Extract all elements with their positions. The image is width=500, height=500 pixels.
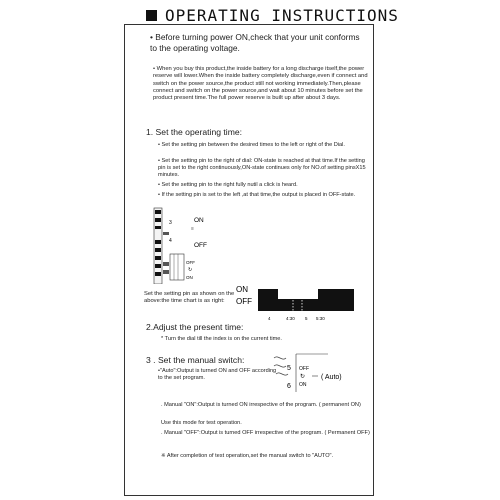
switch-auto-icon: ↻ [300,374,306,380]
chart-tick: 5:30 [316,316,325,321]
switch-on-label: ON [299,382,307,388]
dial-figure [150,206,220,284]
dial-auto-icon: ↻ [188,267,193,273]
chart-on-label: ON [236,285,248,294]
switch-number-6: 6 [287,383,291,390]
switch-off-label: OFF [299,366,309,372]
svg-text:≡ [191,226,194,232]
intro-text: • Before turning power ON,check that your unit conforms to the operating voltage. [150,32,360,53]
section1-heading: 1. Set the operating time: [146,127,243,137]
chart-off-label: OFF [236,297,252,306]
title [146,4,399,26]
manual-off-note: . Manual "OFF":Output is turned OFF irrespective of the program. ( Permanent OFF) [161,430,370,436]
auto-note: •"Auto":Output is turned ON and OFF according to the set program. [158,368,277,382]
section1-bullet: • Set the setting pin between the desired times to the left or right of the Dial. [158,142,345,148]
switch-auto-label: ( Auto) [321,374,342,381]
title-text: OPERATING INSTRUCTIONS [165,5,399,25]
dial-off-label: OFF [194,242,207,249]
dial-on-label: ON [194,217,204,224]
test-note: Use this mode for test operation. [161,420,242,426]
switch-number-5: 5 [287,365,291,372]
section1-bullet: • Set the setting pin to the right fully nutil a click is heard. [158,182,298,188]
dial-small-on: ON [186,275,193,280]
dial-number: 3 [169,220,172,226]
dial-number: 4 [169,238,172,244]
battery-note: • When you buy this product,the inside battery for a long discharge itself,the power reserve will lower.When the inside battery completely discharge,even if connect and switch on the power source,the product still not working immediately.Then,please connect and switch on the power source,and wait about 10 minutes before set the product present time.The full power reserve is built up after about 3 days. [153,66,368,102]
final-note: ※ After completion of test operation,set the manual switch to "AUTO". [161,453,334,459]
chart-on-segment [278,289,318,299]
chart-tick: 4 [268,316,271,321]
section2-heading: 2.Adjust the present time: [146,322,244,332]
chart-tick: 4:30 [286,316,295,321]
switch-figure [272,352,367,394]
section3-heading: 3 . Set the manual switch: [146,355,245,365]
manual-on-note: . Manual "ON":Output is turned ON irrespective of the program. ( permanent ON) [161,402,361,408]
section1-bullet: • If the setting pin is set to the left ,at that time,the output is placed in OFF-state. [158,192,356,198]
dial-on-mark: ≡ [191,226,194,232]
section2-note: * Turn the dial till the index is on the current time. [161,336,282,342]
section1-bullet: • Set the setting pin to the right of dial: ON-state is reached at that time.If the setting pin is set to the right continuously,ON-state continues only for NO.of setting pinsX15 minutes. [158,158,366,179]
time-chart [234,283,354,325]
pin-caption: Set the setting pin as shown on the above:the time chart is as right: [144,291,235,305]
chart-tick: 5 [305,316,308,321]
dial-small-off: OFF [186,260,195,265]
square-bullet-icon [146,10,157,21]
